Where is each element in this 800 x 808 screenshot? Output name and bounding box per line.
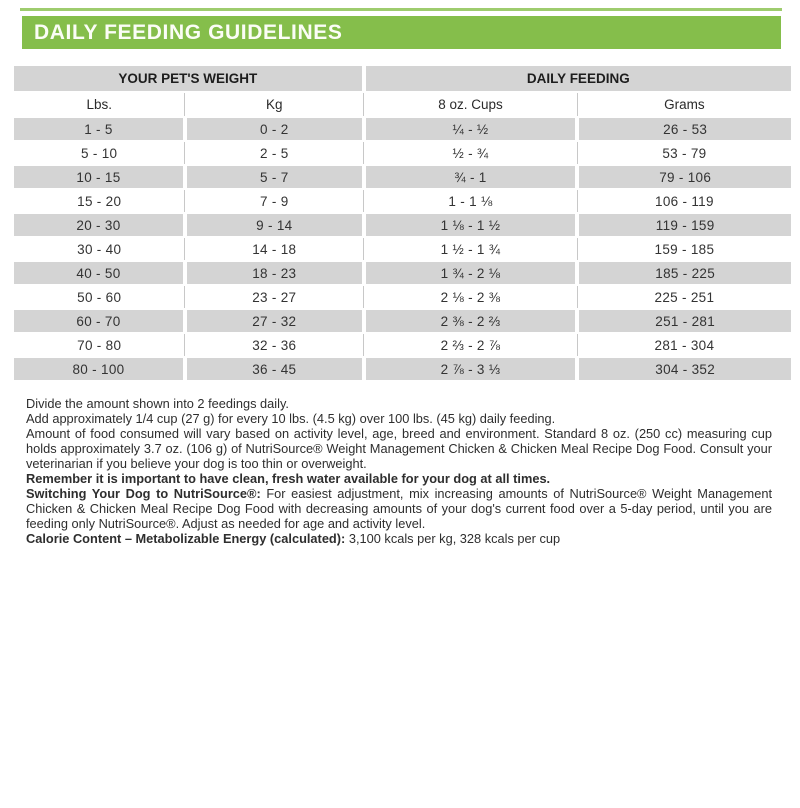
table-cell: 1 - 5 bbox=[14, 117, 185, 141]
table-row bbox=[14, 357, 791, 381]
switching-lead: Switching Your Dog to NutriSource®: bbox=[26, 486, 261, 501]
table-row bbox=[14, 309, 791, 333]
table-cell: 79 - 106 bbox=[577, 165, 791, 189]
calorie-value: 3,100 kcals per kg, 328 kcals per cup bbox=[345, 531, 561, 546]
title-bar bbox=[22, 16, 781, 49]
feeding-notes bbox=[26, 396, 772, 546]
table-cell: 60 - 70 bbox=[14, 309, 185, 333]
column-header-kg: Kg bbox=[185, 92, 364, 117]
table-cell: 70 - 80 bbox=[14, 333, 185, 357]
table-cell: 2 ⅛ - 2 ⅜ bbox=[364, 285, 578, 309]
table-cell: 5 - 10 bbox=[14, 141, 185, 165]
note-fresh-water: Remember it is important to have clean, fresh water available for your dog at all times. bbox=[26, 471, 551, 486]
table-row bbox=[14, 117, 791, 141]
table-cell: 1 - 1 ⅛ bbox=[364, 189, 578, 213]
table-cell: 20 - 30 bbox=[14, 213, 185, 237]
table-row bbox=[14, 141, 791, 165]
table-cell: 14 - 18 bbox=[185, 237, 364, 261]
table-cell: 80 - 100 bbox=[14, 357, 185, 381]
note-add-quarter-cup: Add approximately 1/4 cup (27 g) for every 10 lbs. (4.5 kg) over 100 lbs. (45 kg) daily feeding. bbox=[26, 411, 556, 426]
note-amount-varies: Amount of food consumed will vary based on activity level, age, breed and environment. Standard 8 oz. (250 cc) measuring cup holds approximately 3.7 oz. (106 g) of NutriSource® Weight Management Chicken & Chicken Meal Recipe Dog Food. Consult your veterinarian if you believe your dog is too thin or overweight. bbox=[26, 426, 772, 471]
table-row bbox=[14, 213, 791, 237]
table-row bbox=[14, 237, 791, 261]
table-cell: 225 - 251 bbox=[577, 285, 791, 309]
table-cell: 159 - 185 bbox=[577, 237, 791, 261]
group-header-pet-weight: YOUR PET'S WEIGHT bbox=[14, 66, 364, 92]
column-header-cups: 8 oz. Cups bbox=[364, 92, 578, 117]
calorie-lead: Calorie Content – Metabolizable Energy (calculated): bbox=[26, 531, 346, 546]
column-header-lbs: Lbs. bbox=[14, 92, 185, 117]
table-row bbox=[14, 333, 791, 357]
table-cell: 9 - 14 bbox=[185, 213, 364, 237]
table-cell: 2 ⅞ - 3 ⅓ bbox=[364, 357, 578, 381]
table-cell: 106 - 119 bbox=[577, 189, 791, 213]
table-cell: 2 - 5 bbox=[185, 141, 364, 165]
table-cell: 10 - 15 bbox=[14, 165, 185, 189]
table-cell: 26 - 53 bbox=[577, 117, 791, 141]
table-cell: 1 ½ - 1 ¾ bbox=[364, 237, 578, 261]
top-rule bbox=[20, 8, 782, 11]
table-cell: 7 - 9 bbox=[185, 189, 364, 213]
table-cell: 18 - 23 bbox=[185, 261, 364, 285]
table-cell: 2 ⅔ - 2 ⅞ bbox=[364, 333, 578, 357]
table-cell: 119 - 159 bbox=[577, 213, 791, 237]
table-cell: 1 ⅛ - 1 ½ bbox=[364, 213, 578, 237]
table-cell: 15 - 20 bbox=[14, 189, 185, 213]
table-cell: 23 - 27 bbox=[185, 285, 364, 309]
table-group-header-row bbox=[14, 66, 791, 92]
table-cell: 1 ¾ - 2 ⅛ bbox=[364, 261, 578, 285]
column-header-grams: Grams bbox=[577, 92, 791, 117]
table-row bbox=[14, 285, 791, 309]
table-cell: 40 - 50 bbox=[14, 261, 185, 285]
table-cell: 0 - 2 bbox=[185, 117, 364, 141]
table-cell: ½ - ¾ bbox=[364, 141, 578, 165]
feeding-guidelines-table bbox=[14, 66, 791, 382]
table-cell: 36 - 45 bbox=[185, 357, 364, 381]
table-column-header-row bbox=[14, 92, 791, 117]
group-header-daily-feeding: DAILY FEEDING bbox=[364, 66, 791, 92]
calorie-content-line bbox=[26, 531, 772, 546]
table-cell: 50 - 60 bbox=[14, 285, 185, 309]
table-cell: 304 - 352 bbox=[577, 357, 791, 381]
table-cell: 30 - 40 bbox=[14, 237, 185, 261]
note-divide-feedings: Divide the amount shown into 2 feedings daily. bbox=[26, 396, 289, 411]
table-cell: 251 - 281 bbox=[577, 309, 791, 333]
table-cell: ¾ - 1 bbox=[364, 165, 578, 189]
table-cell: 2 ⅜ - 2 ⅔ bbox=[364, 309, 578, 333]
switching-body: For easiest adjustment, mix increasing amounts of NutriSource® Weight Management Chicken & Chicken Meal Recipe Dog Food with decreasing amounts of your dog's current food over a 5-day period, until you are feeding only NutriSource®. Adjust as needed for age and activity level. bbox=[26, 486, 772, 531]
table-cell: 5 - 7 bbox=[185, 165, 364, 189]
table-cell: 27 - 32 bbox=[185, 309, 364, 333]
page-title: DAILY FEEDING GUIDELINES bbox=[34, 20, 343, 44]
table-cell: ¼ - ½ bbox=[364, 117, 578, 141]
table-row bbox=[14, 261, 791, 285]
switching-paragraph bbox=[26, 486, 772, 531]
table-row bbox=[14, 165, 791, 189]
table-cell: 53 - 79 bbox=[577, 141, 791, 165]
table-row bbox=[14, 189, 791, 213]
table-cell: 281 - 304 bbox=[577, 333, 791, 357]
table-cell: 185 - 225 bbox=[577, 261, 791, 285]
table-cell: 32 - 36 bbox=[185, 333, 364, 357]
